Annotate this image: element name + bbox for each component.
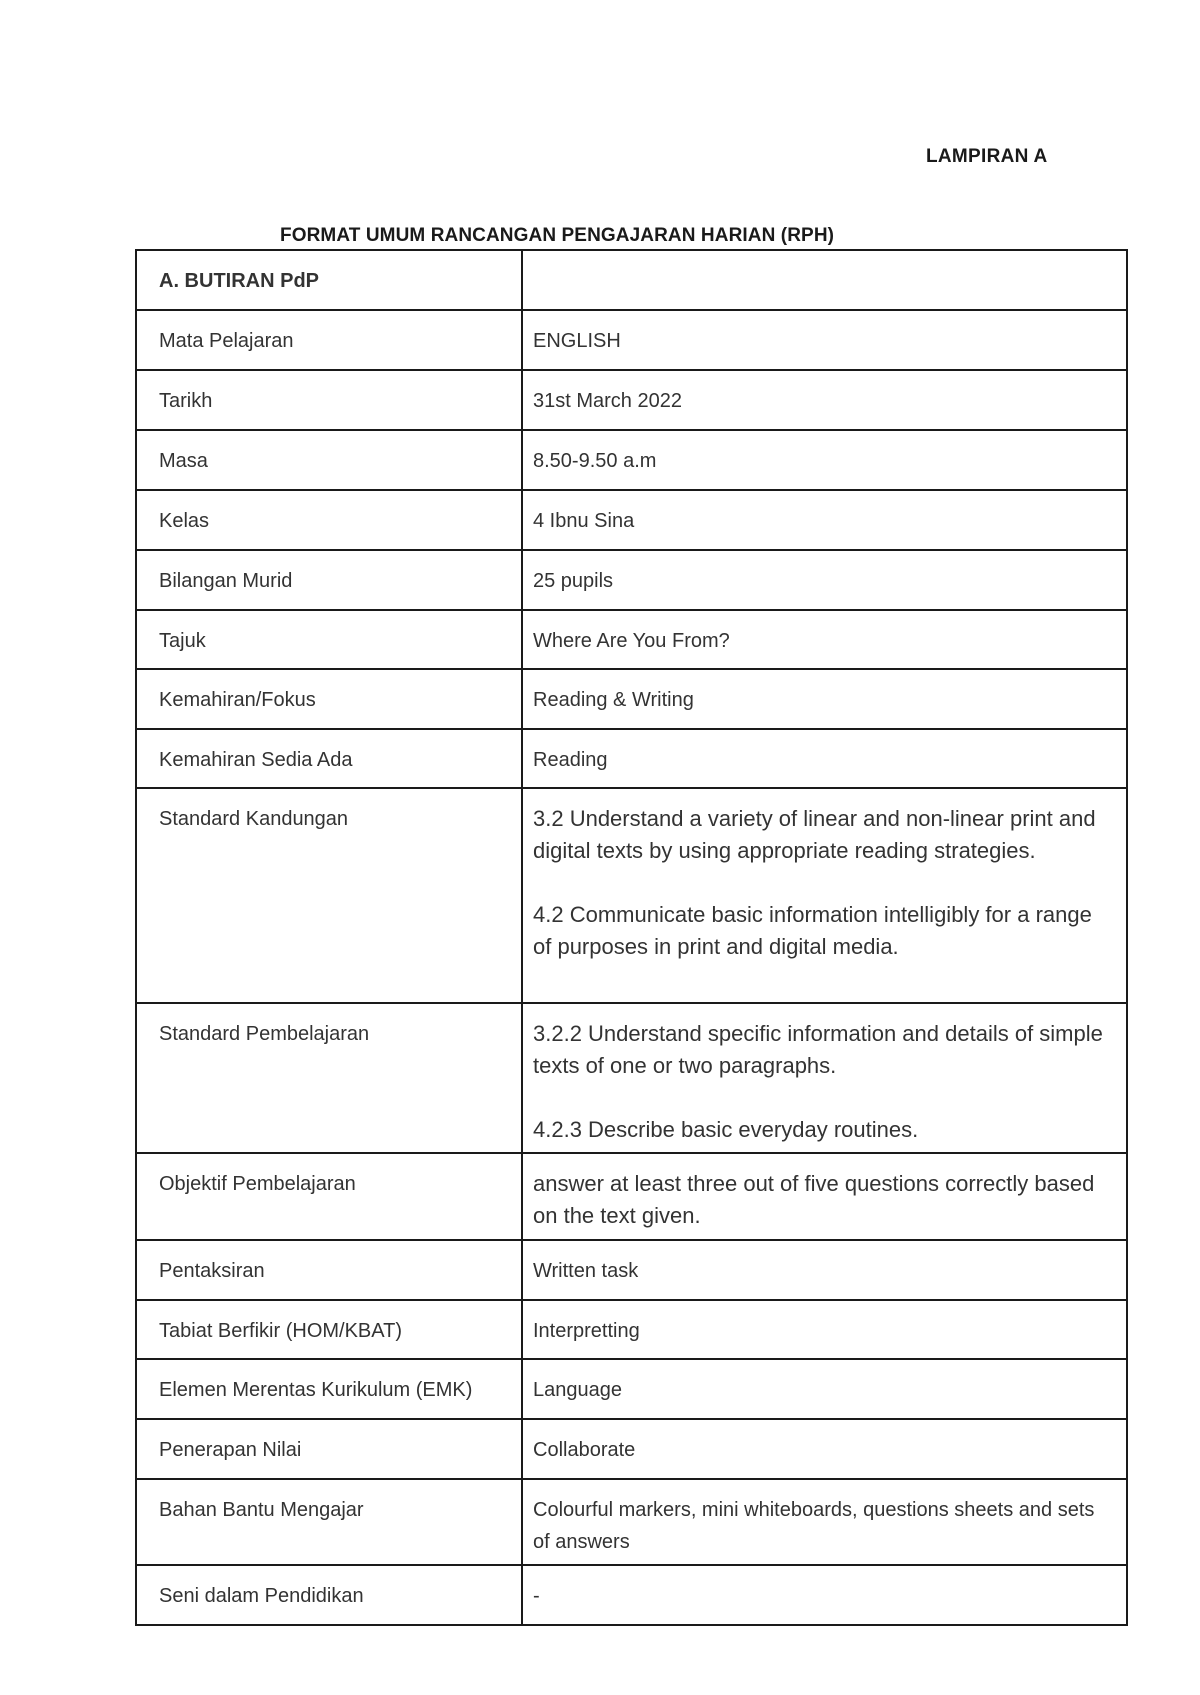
- row-value: Interpretting: [522, 1300, 1127, 1359]
- table-row: [136, 430, 1127, 490]
- row-label: Penerapan Nilai: [136, 1419, 522, 1479]
- row-value: Reading & Writing: [522, 669, 1127, 729]
- table-row: [136, 1003, 1127, 1153]
- standard-kandungan-label: Standard Kandungan: [136, 788, 522, 1003]
- table-row: [136, 669, 1127, 729]
- table-row: [136, 788, 1127, 1003]
- table-row: [136, 310, 1127, 370]
- table-row: [136, 1359, 1127, 1419]
- row-value: Where Are You From?: [522, 610, 1127, 669]
- row-value: Colourful markers, mini whiteboards, questions sheets and sets of answers: [522, 1479, 1127, 1565]
- row-label: Tabiat Berfikir (HOM/KBAT): [136, 1300, 522, 1359]
- row-label: Kemahiran/Fokus: [136, 669, 522, 729]
- row-value: 4 Ibnu Sina: [522, 490, 1127, 550]
- row-label: Elemen Merentas Kurikulum (EMK): [136, 1359, 522, 1419]
- standard-pembelajaran-paragraph: 4.2.3 Describe basic everyday routines.: [533, 1117, 919, 1142]
- row-label: Masa: [136, 430, 522, 490]
- table-row: [136, 1565, 1127, 1625]
- section-header-value: [522, 250, 1127, 310]
- row-value: 31st March 2022: [522, 370, 1127, 430]
- standard-pembelajaran-value: [522, 1003, 1127, 1153]
- annex-label: LAMPIRAN A: [926, 146, 1048, 167]
- row-value: 8.50-9.50 a.m: [522, 430, 1127, 490]
- row-label: Pentaksiran: [136, 1240, 522, 1300]
- row-value: Reading: [522, 729, 1127, 788]
- table-row: [136, 729, 1127, 788]
- table-row: [136, 550, 1127, 610]
- standard-pembelajaran-paragraph: 3.2.2 Understand specific information and details of simple texts of one or two paragraphs.: [533, 1021, 1103, 1078]
- objektif-value: answer at least three out of five questions correctly based on the text given.: [522, 1153, 1127, 1240]
- table-row: [136, 370, 1127, 430]
- row-label: Bahan Bantu Mengajar: [136, 1479, 522, 1565]
- row-value: Collaborate: [522, 1419, 1127, 1479]
- row-value: Written task: [522, 1240, 1127, 1300]
- table-row: [136, 1479, 1127, 1565]
- rph-table: [135, 249, 1128, 1626]
- table-row: [136, 1300, 1127, 1359]
- row-label: Tajuk: [136, 610, 522, 669]
- standard-kandungan-paragraph: 3.2 Understand a variety of linear and non-linear print and digital texts by using appropriate reading strategies.: [533, 806, 1096, 863]
- table-row: [136, 1419, 1127, 1479]
- table-row: [136, 250, 1127, 310]
- standard-kandungan-paragraph: 4.2 Communicate basic information intelligibly for a range of purposes in print and digital media.: [533, 902, 1092, 959]
- table-row: [136, 610, 1127, 669]
- row-value: ENGLISH: [522, 310, 1127, 370]
- row-label: Bilangan Murid: [136, 550, 522, 610]
- row-label: Mata Pelajaran: [136, 310, 522, 370]
- row-value: Language: [522, 1359, 1127, 1419]
- table-row: [136, 1153, 1127, 1240]
- row-value: -: [522, 1565, 1127, 1625]
- row-label: Kelas: [136, 490, 522, 550]
- standard-kandungan-value: [522, 788, 1127, 1003]
- standard-pembelajaran-label: Standard Pembelajaran: [136, 1003, 522, 1153]
- table-row: [136, 490, 1127, 550]
- row-value: 25 pupils: [522, 550, 1127, 610]
- document-title: FORMAT UMUM RANCANGAN PENGAJARAN HARIAN (RPH): [280, 225, 835, 246]
- row-label: Kemahiran Sedia Ada: [136, 729, 522, 788]
- objektif-label: Objektif Pembelajaran: [136, 1153, 522, 1240]
- row-label: Tarikh: [136, 370, 522, 430]
- table-row: [136, 1240, 1127, 1300]
- row-label: Seni dalam Pendidikan: [136, 1565, 522, 1625]
- section-header-label: A. BUTIRAN PdP: [136, 250, 522, 310]
